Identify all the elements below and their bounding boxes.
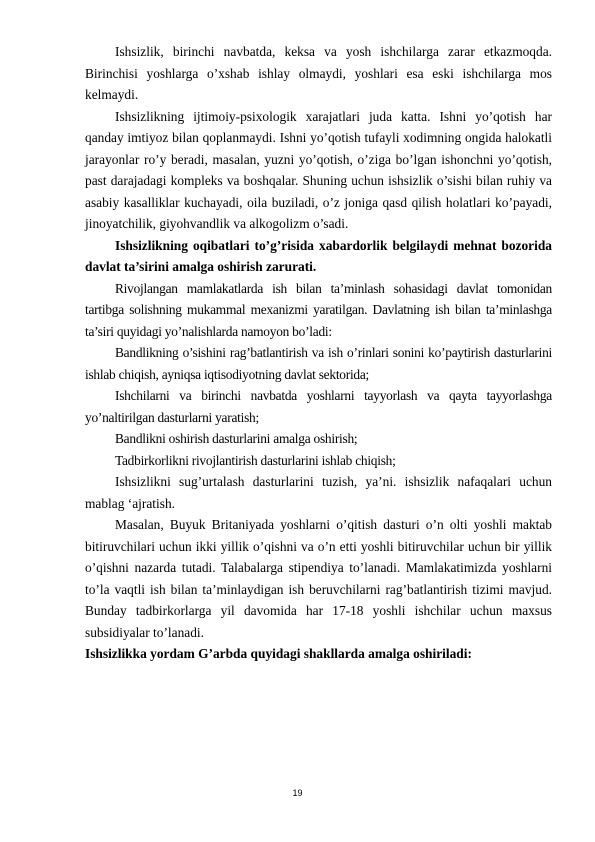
list-item-employment-programs: Bandlikni oshirish dasturlarini amalga oshirish;	[115, 431, 358, 446]
document-page	[85, 41, 552, 665]
list-item-employment-growth: Bandlikning o’sishini rag’batlantirish va ish o’rinlari sonini ko’paytirish dasturlarini ishlab chiqish, ayniqsa iqtisodiyotning davlat sektorida;	[85, 345, 552, 382]
list-item-worker-training: Ishchilarni va birinchi navbatda yoshlarni tayyorlash va qayta tayyorlashga yo’naltirilgan dasturlarni yaratish;	[85, 388, 552, 425]
section-heading-consequences: Ishsizlikning oqibatlari to’g’risida xabardorlik belgilaydi mehnat bozorida davlat ta’sirini amalga oshirish zarurati.	[85, 237, 552, 274]
section-heading-western-support: Ishsizlikka yordam G’arbda quyidagi shakllarda amalga oshiriladi:	[85, 646, 472, 661]
paragraph-unemployment-age: Ishsizlik, birinchi navbatda, keksa va yosh ishchilarga zarar etkazmoqda. Birinchisi yoshlarga o’xshab ishlay olmaydi, yoshlari esa eski ishchilarga mos kelmaydi.	[85, 44, 552, 102]
paragraph-state-regulation: Rivojlangan mamlakatlarda ish bilan ta’minlash sohasidagi davlat tomonidan tartibga solishning mukammal mexanizmi yaratilgan. Davlatning ish bilan ta’minlashga ta’siri quyidagi yo’nalishlarda namoyon bo’ladi:	[85, 280, 552, 339]
list-item-entrepreneurship: Tadbirkorlikni rivojlantirish dasturlarini ishlab chiqish;	[115, 452, 396, 468]
paragraph-britain-example: Masalan, Buyuk Britaniyada yoshlarni o’qitish dasturi o’n olti yoshli maktab bitiruvchilari uchun ikki yillik o’qishni va o’n etti yoshli bitiruvchilar uchun bir yillik o’qishni nazarda tutadi. Talabalarga stipendiya to’lanadi. Mamlakatimizda yoshlarni to’la vaqtli ish bilan ta’minlaydigan ish beruvchilarni rag’batlantirish tizimi mavjud. Bunday tadbirkorlarga yil davomida har 17-18 yoshli ishchilar uchun maxsus subsidiyalar to’lanadi.	[85, 517, 552, 640]
page-number: 19	[292, 788, 303, 798]
paragraph-social-costs: Ishsizlikning ijtimoiy-psixologik xarajatlari juda katta. Ishni yo’qotish har qanday imtiyoz bilan qoplanmaydi. Ishni yo’qotish tufayli xodimning ongida halokatli jarayonlar ro’y beradi, masalan, yuzni yo’qotish, o’ziga bo’lgan ishonchni yo’qotish, past darajadagi kompleks va boshqalar. Shuning uchun ishsizlik o’sishi bilan ruhiy va asabiy kasalliklar kuchayadi, oila buziladi, o’z joniga qasd qilish holatlari ko’payadi, jinoyatchilik, giyohvandlik va alkogolizm o’sadi.	[85, 108, 552, 231]
list-item-unemployment-insurance: Ishsizlikni sug’urtalash dasturlarini tuzish, ya’ni. ishsizlik nafaqalari uchun mablag ‘ajratish.	[85, 474, 552, 511]
